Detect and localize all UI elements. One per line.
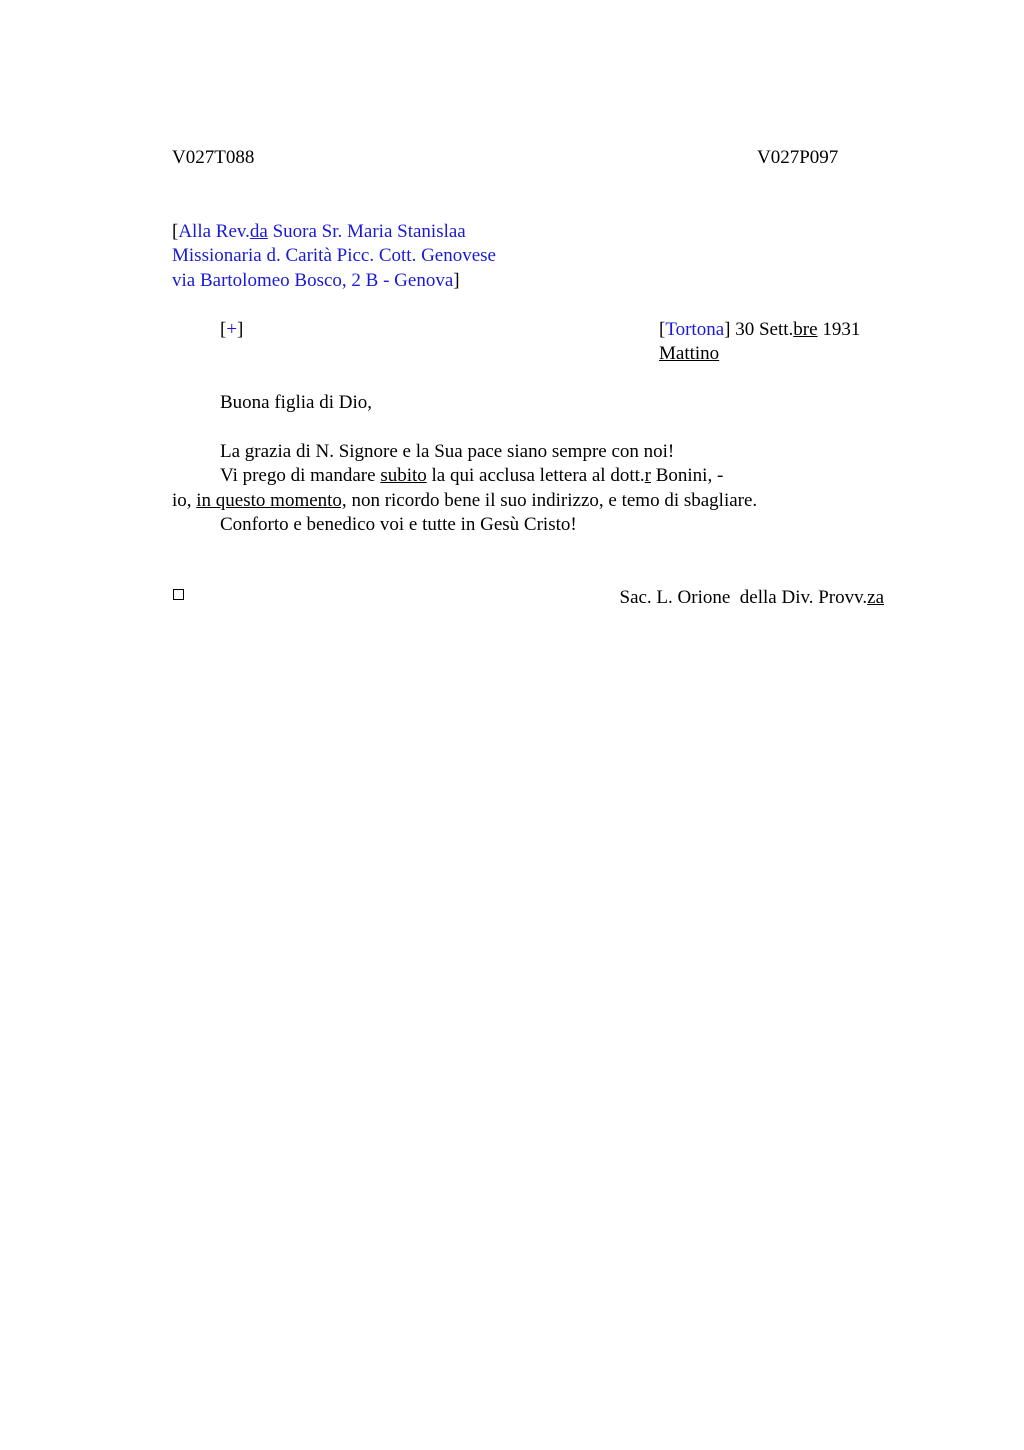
address-recipient-prefix: Alla Rev. bbox=[178, 221, 250, 242]
dateline-time: Mattino bbox=[659, 343, 720, 364]
body-p2-emphasis: subito bbox=[380, 465, 427, 486]
body-p2-middle: la qui acclusa lettera al dott. bbox=[426, 465, 645, 486]
address-line-2: Missionaria d. Carità Picc. Cott. Genovese bbox=[172, 245, 496, 266]
body-p3-emphasis: in questo momento, bbox=[196, 490, 347, 511]
address-recipient-name: Suora Sr. Maria Stanislaa bbox=[267, 221, 466, 242]
body-paragraph-3 bbox=[172, 489, 757, 513]
body-p2-start: Vi prego di mandare bbox=[220, 465, 381, 486]
body-paragraph-2 bbox=[220, 464, 723, 488]
dateline-open-bracket: [ bbox=[659, 319, 666, 340]
cross-close-bracket: ] bbox=[237, 319, 244, 340]
body-p3-end: non ricordo bene il suo indirizzo, e temo di sbagliare. bbox=[346, 490, 758, 511]
body-paragraph-1: La grazia di N. Signore e la Sua pace siano sempre con noi! bbox=[220, 441, 675, 462]
document-code-left: V027T088 bbox=[172, 147, 255, 168]
dateline-place: Tortona bbox=[665, 319, 725, 340]
dateline bbox=[659, 318, 860, 342]
dateline-close-bracket: ] bbox=[724, 319, 731, 340]
dateline-date: 30 Sett. bbox=[730, 319, 794, 340]
cross-mark bbox=[220, 318, 243, 342]
signature-text: Sac. L. Orione della Div. Provv. bbox=[619, 587, 868, 608]
signature-suffix: za bbox=[867, 587, 885, 608]
dateline-month-suffix: bre bbox=[793, 319, 818, 340]
dateline-year: 1931 bbox=[817, 319, 861, 340]
address-line-3 bbox=[172, 269, 460, 293]
body-paragraph-4: Conforto e benedico voi e tutte in Gesù Cristo! bbox=[220, 514, 577, 535]
salutation: Buona figlia di Dio, bbox=[220, 392, 372, 413]
body-p2-end: Bonini, - bbox=[650, 465, 724, 486]
cross-symbol: + bbox=[226, 319, 238, 340]
body-p3-start: io, bbox=[172, 490, 197, 511]
address-recipient-abbrev: da bbox=[249, 221, 268, 242]
cross-open-bracket: [ bbox=[220, 319, 227, 340]
address-open-bracket: [ bbox=[172, 221, 179, 242]
address-street: via Bartolomeo Bosco, 2 B - Genova bbox=[172, 270, 454, 291]
address-line-1 bbox=[172, 220, 466, 244]
address-close-bracket: ] bbox=[453, 270, 460, 291]
signature bbox=[610, 562, 884, 610]
end-square-icon bbox=[173, 589, 184, 600]
document-code-right: V027P097 bbox=[757, 147, 839, 168]
body-p2-abbrev-suffix: r bbox=[644, 465, 651, 486]
